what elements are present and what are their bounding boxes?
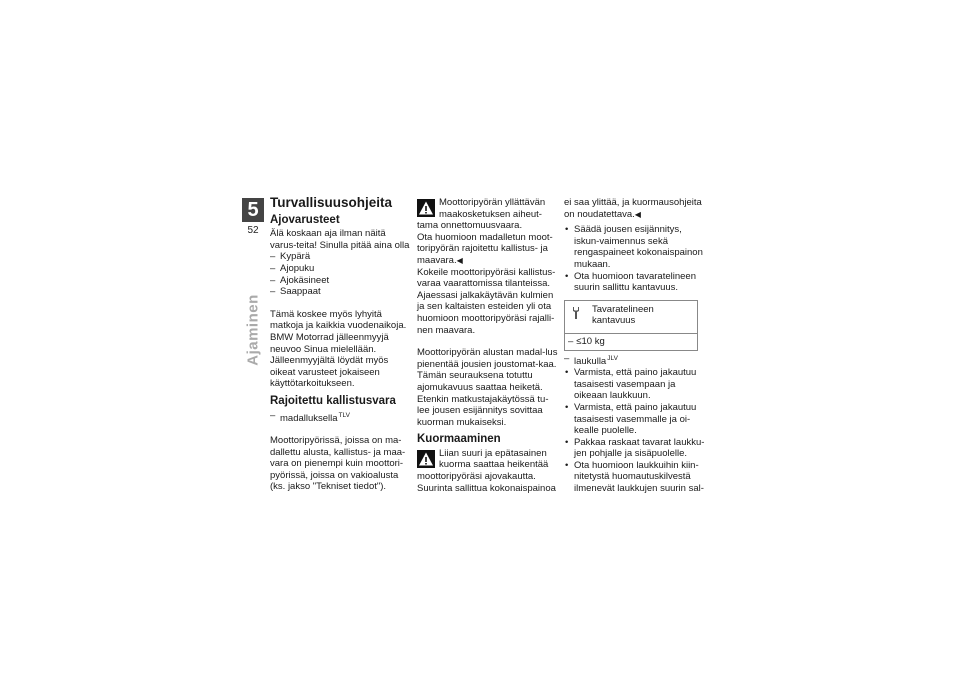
chapter-number: 5 <box>242 198 264 222</box>
end-mark-icon: ◀ <box>456 255 463 265</box>
list-item: • Varmista, että paino jakautuu tasaisesti vasemmalle ja oi-kealle puolelle. <box>564 402 706 437</box>
column-2 <box>417 197 559 494</box>
column-1 <box>270 197 412 493</box>
end-mark-icon: ◀ <box>634 209 641 219</box>
warning-text: Moottoripyörän yllättävän maakosketuksen aiheut-tama onnettomuusvaara. <box>417 197 546 232</box>
capacity-box-value: – ≤10 kg <box>568 335 605 347</box>
list-item <box>270 410 412 425</box>
paragraph: Suurinta sallittua kokonaispainoa <box>417 482 556 494</box>
paragraph: Moottoripyörissä, joissa on ma-dallettu alusta, kallistus- ja maa-vara on pienempi kuin moottori-pyörissä, joissa on vakioalusta (ks. jakso "Tekniset tiedot"). <box>270 435 406 493</box>
bullet-list <box>564 367 706 495</box>
chapter-title: Ajaminen <box>244 294 262 366</box>
list-item <box>564 353 706 368</box>
paragraph: ei saa ylittää, ja kuormausohjeita on noudatettava.◀ <box>564 197 702 220</box>
option-code: JLV <box>607 354 618 362</box>
intro-text: Älä koskaan aja ilman näitä varus-teita! Sinulla pitää aina olla <box>270 228 410 251</box>
paragraph: Tämä koskee myös lyhyitä matkoja ja kaikkia vuodenaikoja. BMW Motorrad jälleenmyyjä neuvoo Sinua mielellään. Jälleenmyyjältä löydät myös oikeat varusteet jokaiseen käyttötarkoitukseen. <box>270 308 407 390</box>
list-item: • Säädä jousen esijännitys, iskun-vaimennus sekä rengaspaineet kokonaispainon mukaan. <box>564 224 706 270</box>
tool-icon <box>570 306 582 324</box>
capacity-box-header <box>565 301 697 334</box>
option-label: madalluksella <box>280 412 338 424</box>
warning-block <box>417 448 559 483</box>
paragraph: Kokeile moottoripyöräsi kallistus-varaa vaarattomissa tilanteissa. Ajaessasi jalkakäytävän kulmien ja sen kaltaisten esteiden yli ota huomioon moottoripyöräsi rajalli-nen maavara. <box>417 266 556 336</box>
option-label: laukulla <box>574 355 607 367</box>
equipment-list <box>270 251 412 297</box>
capacity-box <box>564 300 698 351</box>
column-3 <box>564 197 706 495</box>
paragraph: Moottoripyörän alustan madal-lus pienentää jousien joustomat-kaa. Tämän seurauksena totuttu ajomukavuus saattaa heiketä. Etenkin matkustajakäytössä tu-lee jousen esijännitys sovittaa kuorman mukaiseksi. <box>417 347 558 428</box>
list-item: • Ota huomioon laukkuihin kiin-nitetystä huomautuskilvestä ilmenevät laukkujen suurin sal- <box>564 460 706 495</box>
list-item: • Pakkaa raskaat tavarat laukku-jen pohjalle ja sisäpuolelle. <box>564 437 706 460</box>
heading-kuormaaminen: Kuormaaminen <box>417 433 501 446</box>
warning-triangle-icon <box>417 450 435 468</box>
section-title: Turvallisuusohjeita <box>270 195 393 210</box>
warning-continuation: moottoripyöräsi ajovakautta. <box>417 471 536 483</box>
capacity-box-title: Tavaratelineen kantavuus <box>592 303 654 327</box>
option-list <box>270 410 412 425</box>
list-item: – Ajopuku <box>270 263 412 275</box>
option-code: TLV <box>338 411 351 419</box>
list-item: – Kypärä <box>270 251 412 263</box>
warning-triangle-icon <box>417 199 435 217</box>
list-item: – Saappaat <box>270 286 412 298</box>
list-item: • Varmista, että paino jakautuu tasaisesti vasempaan ja oikeaan laukkuun. <box>564 367 706 402</box>
list-item: – Ajokäsineet <box>270 275 412 287</box>
warning-block <box>417 197 559 267</box>
heading-ajovarusteet: Ajovarusteet <box>270 213 340 226</box>
list-item: • Ota huomioon tavaratelineen suurin sallittu kantavuus. <box>564 271 706 294</box>
warning-continuation: Ota huomioon madalletun moot-toripyörän rajoitettu kallistus- ja maavara.◀ <box>417 231 553 266</box>
page-number: 52 <box>247 225 259 236</box>
heading-rajoitettu: Rajoitettu kallistusvara <box>270 394 396 407</box>
warning-text: Liian suuri ja epätasainen kuorma saattaa heikentää <box>439 447 549 471</box>
option-list <box>564 353 706 368</box>
bullet-list <box>564 224 706 294</box>
